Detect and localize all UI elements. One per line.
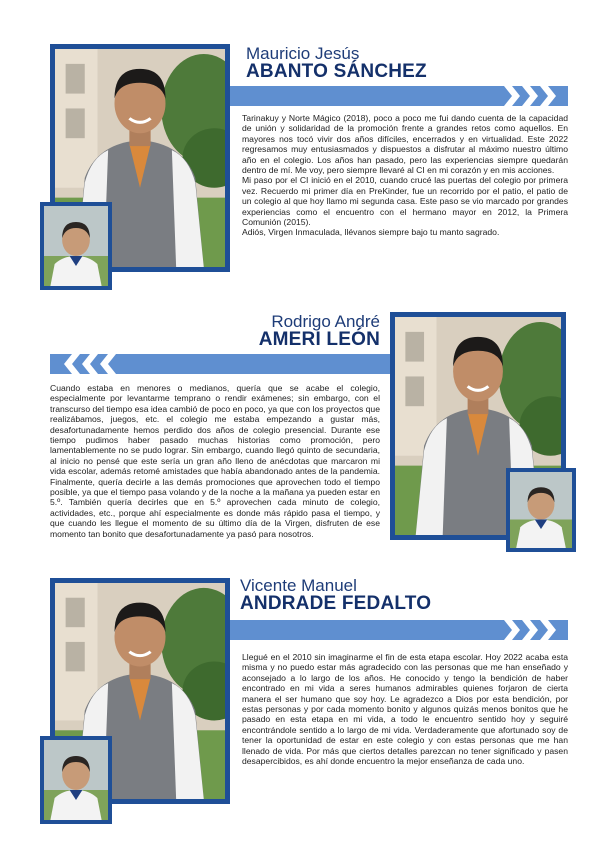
childhood-image	[44, 740, 108, 820]
childhood-photo	[40, 202, 112, 290]
paragraph: Tarinakuy y Norte Mágico (2018), poco a poco me fui dando cuenta de la capacidad de unión y solidaridad de la promoción frente a grandes retos como aquellos. En mayores nos tocó vivir dos años difíciles, encerrados y en virtualidad. Este 2022 regresamos muy entusiasmados y dispuestos a disfrutar al máximo nuestro último año en el colegio. Los años han pasado, pero las experiencias siempre quedarán dentro de mí. Me voy, pero siempre llevaré al CI en mi corazón y en mis acciones.	[242, 113, 568, 176]
childhood-photo	[40, 736, 112, 824]
testimonial-text	[50, 383, 380, 539]
first-name: Rodrigo André	[271, 312, 380, 331]
testimonial-text	[242, 652, 568, 766]
last-name: AMERI LEÓN	[258, 329, 380, 350]
childhood-photo	[506, 468, 576, 552]
last-name: ABANTO SÁNCHEZ	[246, 61, 427, 82]
first-name: Mauricio Jesús	[246, 44, 360, 63]
chevron-right-icon	[504, 620, 564, 640]
childhood-image	[510, 472, 572, 548]
chevron-right-icon	[504, 86, 564, 106]
last-name: ANDRADE FEDALTO	[240, 593, 432, 614]
paragraph: Cuando estaba en menores o medianos, quería que se acabe el colegio, especialmente por levantarme temprano o rendir exámenes; sin embargo, con el transcurso del tiempo esa idea cambió de poco en poco, ya que con los proyectos que realizábamos, juegos, etc. el colegio me estaba empezando a gustar más, desafortunadamente hemos perdido dos años de colegio presencial. Durante ese tiempo pudimos haber pasado muchas historias como promoción, pero lamentablemente no se pudo lograr. Sin embargo, cuando llegó quinto de secundaria, al inicio no pensé que este sería un gran año lleno de anécdotas que marcaron mi vida escolar, además retomé amistades que había abandonado antes de la pandemia. Finalmente, quería decirle a las demás promociones que aprovechen todo el tiempo posible, ya que el tiempo pasa volando y de la noche a la mañana ya pueden estar en 5.º. También quería decirles que en 5.º aprovechen cada minuto de colegio, actividades, etc., porque ahí especialmente es donde más rápido pasa el tiempo, y que cuando les llegue el momento de su último día de la Virgen, disfruten de ese momento tan bonito que desafortunadamente ya pasó para nosotros.	[50, 383, 380, 539]
first-name: Vicente Manuel	[240, 576, 357, 595]
paragraph: Mi paso por el CI inició en el 2010, cuando crucé las puertas del colegio por primera vez. Recuerdo mi primer día en PreKinder, fue un recorrido por el patio, el patio de un colegio al que hoy llamo mi segunda casa. Este paso se vio marcado por grandes experiencias como el encuentro con el hermano mayor en 2012, la Primera Comunión (2015).	[242, 175, 568, 228]
paragraph: Adiós, Virgen Inmaculada, llévanos siempre bajo tu manto sagrado.	[242, 227, 500, 238]
childhood-image	[44, 206, 108, 286]
paragraph: Llegué en el 2010 sin imaginarme el fin de esta etapa escolar. Hoy 2022 acaba esta misma y no puedo estar más agradecido con las personas que me han enseñado y aconsejado a lo largo de los años. He conocido y tengo la bendición de haber encontrado en mi vida a seres humanos admirables quienes forjaron de cierta manera el ser humano que soy hoy. Le agradezco a Dios por esta bendición, por estas personas y por cada momento bonito y algunos quizás menos bonitos que he pasado en esta etapa en mi vida, a todo le encuentro sentido hoy y seguiré encontrándole sentido a lo largo de mi vida. Verdaderamente que afortunado soy de tener la oportunidad de estar en este colegio y con estas personas que me han llenado de vida. Por más que ciertos detalles parezcan no tener significado y pasen desapercibidos, es ahí donde encuentro la mejor enseñanza de cada uno.	[242, 652, 568, 767]
testimonial-text	[242, 113, 568, 238]
chevron-left-icon	[56, 354, 116, 374]
